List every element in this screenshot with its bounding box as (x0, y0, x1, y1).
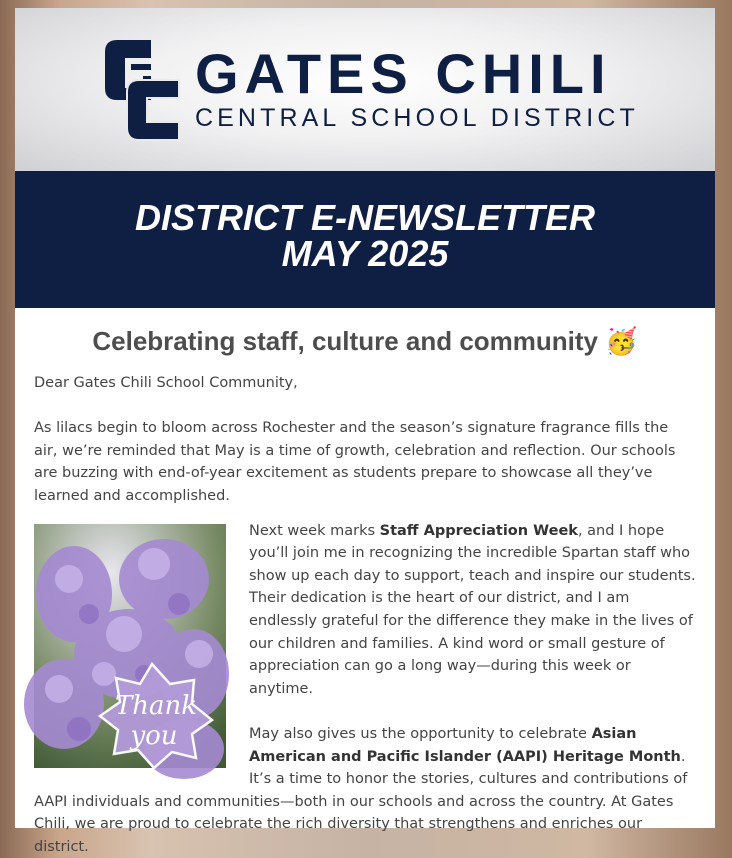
wordmark-central-school-district: CENTRAL SCHOOL DISTRICT (195, 104, 639, 132)
greeting: Dear Gates Chili School Community, (34, 375, 298, 391)
svg-text:you: you (130, 720, 178, 751)
banner-title: DISTRICT E-NEWSLETTER (135, 197, 595, 238)
newsletter-card (15, 8, 715, 855)
district-wordmark (195, 42, 639, 132)
article-title (34, 324, 696, 358)
article-body (15, 324, 715, 858)
district-header (15, 8, 715, 171)
party-face-icon: 🥳 (605, 326, 638, 356)
banner-date: MAY 2025 (281, 233, 449, 274)
article-title-text: Celebrating staff, culture and community (92, 326, 599, 356)
staff-appreciation-week-bold: Staff Appreciation Week (379, 522, 578, 539)
paragraph-aapi: May also gives us the opportunity to celebrate Asian American and Pacific Islander (AAPI) Heritage Month. It’s a time to honor the stories, cultures and contributions of AAPI individuals and communities—both in our schools and across the country. At Gates Chili, we are proud to celebrate the rich diversity that strengthens and enriches our district. (34, 725, 688, 855)
paragraph-intro: As lilacs begin to bloom across Rochester and the season’s signature fragrance fills the air, we’re reminded that May is a time of growth, celebration and reflection. Our schools are buzzing with end-of-year excitement as students prepare to showcase all they’ve learned and accomplished. (34, 420, 676, 504)
gc-monogram-logo[interactable] (103, 38, 183, 142)
thank-you-graphic-text: Thank (114, 690, 198, 721)
wordmark-gates-chili: GATES CHILI (195, 42, 612, 105)
paragraph-staff-appreciation: Next week marks Staff Appreciation Week, and I hope you’ll join me in recognizing the incredible Spartan staff who show up each day to support, teach and inspire our students. Their dedication is the heart of our district, and I am endlessly grateful for the difference they make in the lives of our children and families. A kind word or small gesture of appreciation can go a long way—during this week or anytime. (249, 522, 696, 697)
lilac-thank-you-image (34, 524, 226, 768)
aapi-heritage-month-bold: Asian American and Pacific Islander (AAPI) Heritage Month (249, 725, 681, 765)
newsletter-banner (15, 171, 715, 308)
